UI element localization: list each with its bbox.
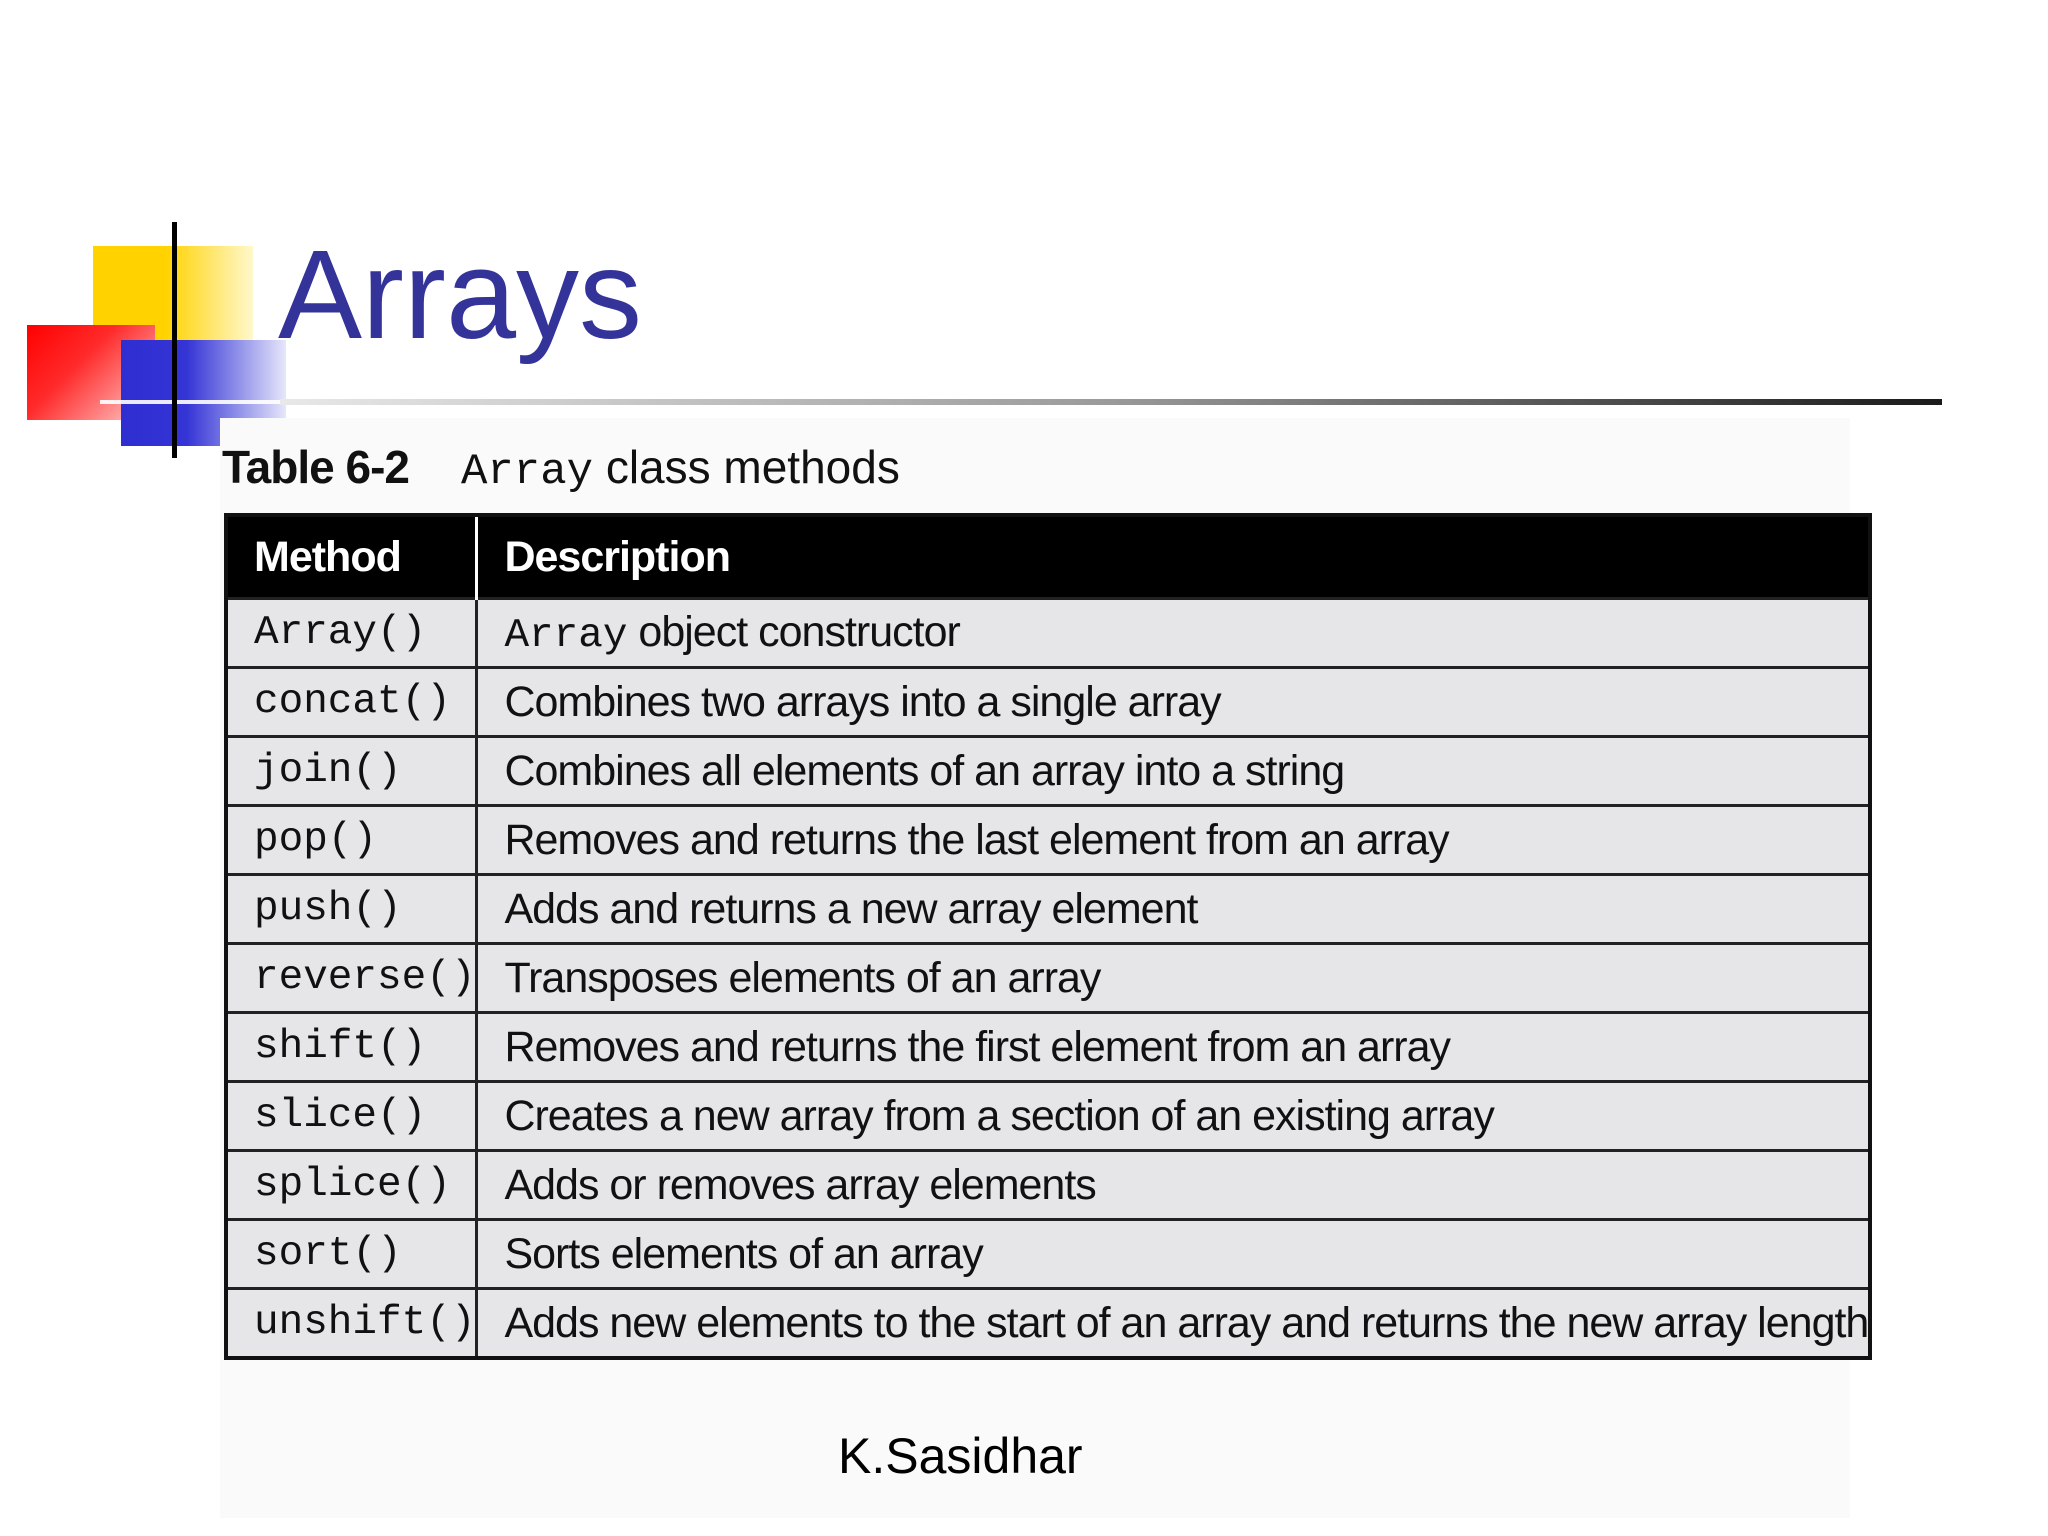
description-cell: Removes and returns the first element from an array <box>477 1013 1870 1082</box>
description-text: object constructor <box>638 607 960 656</box>
table-row <box>226 668 1870 737</box>
table-row <box>226 806 1870 875</box>
description-cell: Combines two arrays into a single array <box>477 668 1870 737</box>
method-cell: concat() <box>226 668 477 737</box>
method-cell: shift() <box>226 1013 477 1082</box>
method-cell: Array() <box>226 599 477 668</box>
description-cell: Removes and returns the last element from an array <box>477 806 1870 875</box>
caption-code: Array <box>461 447 594 497</box>
method-cell: push() <box>226 875 477 944</box>
title-underline-rule <box>280 399 1942 405</box>
description-cell <box>477 599 1870 668</box>
method-cell: unshift() <box>226 1289 477 1359</box>
table-row <box>226 1220 1870 1289</box>
author-footer: K.Sasidhar <box>838 1428 1083 1484</box>
decor-vertical-line <box>172 222 177 458</box>
array-methods-table <box>224 513 1872 1360</box>
caption-table-number: Table 6-2 <box>222 441 409 493</box>
table-row <box>226 1082 1870 1151</box>
description-code: Array <box>504 612 628 659</box>
table-caption <box>222 440 900 497</box>
description-cell: Sorts elements of an array <box>477 1220 1870 1289</box>
decor-horizontal-line <box>100 400 285 404</box>
caption-text: class methods <box>605 441 900 493</box>
method-cell: join() <box>226 737 477 806</box>
description-cell: Adds and returns a new array element <box>477 875 1870 944</box>
table-row <box>226 875 1870 944</box>
method-cell: slice() <box>226 1082 477 1151</box>
table-row <box>226 944 1870 1013</box>
table-row <box>226 737 1870 806</box>
table-row <box>226 599 1870 668</box>
description-cell: Combines all elements of an array into a string <box>477 737 1870 806</box>
table-row <box>226 1289 1870 1359</box>
slide-title: Arrays <box>278 224 643 365</box>
table-row <box>226 1151 1870 1220</box>
header-method: Method <box>226 515 477 599</box>
table-header-row <box>226 515 1870 599</box>
description-cell: Adds or removes array elements <box>477 1151 1870 1220</box>
method-cell: pop() <box>226 806 477 875</box>
description-cell: Adds new elements to the start of an array and returns the new array length <box>477 1289 1870 1359</box>
table-row <box>226 1013 1870 1082</box>
description-cell: Transposes elements of an array <box>477 944 1870 1013</box>
method-cell: reverse() <box>226 944 477 1013</box>
method-cell: splice() <box>226 1151 477 1220</box>
method-cell: sort() <box>226 1220 477 1289</box>
description-cell: Creates a new array from a section of an existing array <box>477 1082 1870 1151</box>
header-description: Description <box>477 515 1870 599</box>
